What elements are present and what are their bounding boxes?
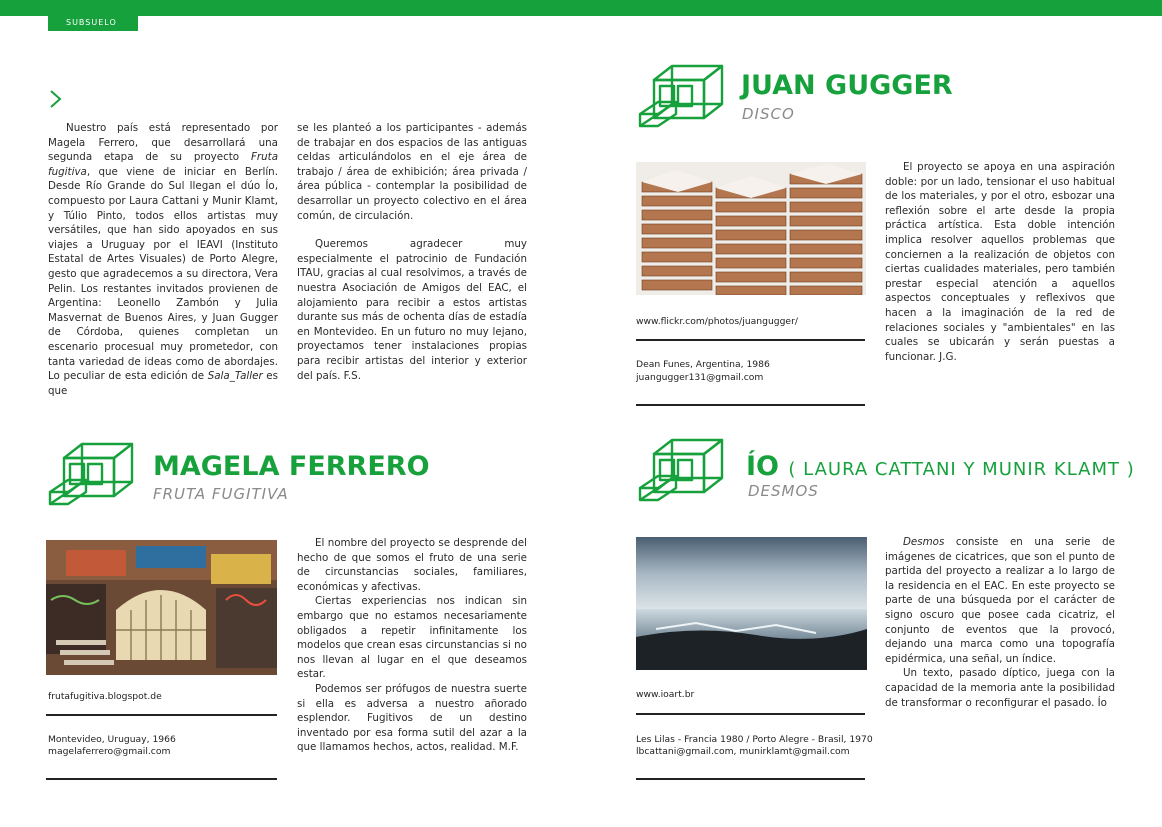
origin-ferrero: Montevideo, Uruguay, 1966	[48, 734, 176, 745]
project-title-gugger: DISCO	[742, 105, 795, 123]
divider-gugger-1	[636, 339, 865, 341]
section-tab: SUBSUELO	[48, 12, 138, 31]
intro-col2-p2: Queremos agradecer muy especialmente el patrocinio de Fundación ITAU, gracias al cual resolvimos, a través de nuestra Asociación de Amigos del EAC, el alojamiento para recibir a estos artistas durante sus más de ochenta días de estadía en Montevideo. En un futuro no muy lejano, proyectamos tener instalaciones propias para recibir artistas del interior y exterior del país. F.S.	[297, 238, 527, 382]
cell-cube-logo-icon	[46, 440, 136, 508]
photo-ferrero-graffiti	[46, 540, 277, 675]
intro-p1b: , que viene de iniciar en Berlín. Desde Río Grande do Sul llegan el dúo Ío, compuesto por Laura Cattani y Munir Klamt, y Túlio Pinto, todos ellos artistas muy versátiles, que han sido apoyados en sus viajes a Uruguay por el IEAVI (Instituto Estatal de Artes Visuales) de Porto Alegre, gesto que agradecemos a su directora, Vera Pelin. Los restantes invitados provienen de Argentina: Leonello Zambón y Julia Masvernat de Buenos Aires, y Juan Gugger de Córdoba, quienes completan un escenario procesual muy prometedor, con tanta variedad de ideas como de abordajes. Lo peculiar de esta edición de	[48, 165, 278, 383]
text-ferrero	[297, 536, 527, 755]
ferrero-p1: El nombre del proyecto se desprende del hecho de que somos el fruto de una serie de circunstancias sociales, familiares, económicas y afectivas.	[297, 537, 527, 593]
email-io[interactable]: lbcattani@gmail.com, munirklamt@gmail.com	[636, 746, 850, 757]
io-name-members: ( LAURA CATTANI Y MUNIR KLAMT )	[788, 459, 1135, 480]
intro-column-1	[48, 121, 278, 398]
text-io	[885, 535, 1115, 710]
origin-gugger: Dean Funes, Argentina, 1986	[636, 359, 770, 370]
io-name: ÍO	[746, 451, 779, 482]
intro-p1a: Nuestro país está representado por Magela Ferrero, que desarrollará una segunda etapa de su proyecto	[48, 122, 278, 164]
project-title-ferrero: FRUTA FUGITIVA	[153, 485, 289, 503]
artist-name-gugger: JUAN GUGGER	[741, 70, 953, 101]
photo-io-seascape	[636, 537, 867, 670]
text-gugger	[885, 160, 1115, 364]
url-gugger[interactable]: www.flickr.com/photos/juangugger/	[636, 316, 798, 327]
top-green-bar	[0, 0, 1162, 16]
divider-io-2	[636, 778, 865, 780]
artist-name-io	[746, 451, 1135, 482]
project-title-io: DESMOS	[748, 482, 819, 500]
io-p1-italic: Desmos	[903, 536, 945, 548]
io-p1: consiste en una serie de imágenes de cicatrices, que son el punto de partida del proyecto a realizar a lo largo de la residencia en el EAC. En este proyecto se parte de una búsqueda por el carácter de signo oscuro que posee cada cicatriz, el conjunto de eventos que la provocó, dejando una marca como una topografía epidérmica, una señal, un índice.	[885, 536, 1115, 665]
io-p2: Un texto, pasado díptico, juega con la capacidad de la memoria ante la posibilidad de transformar o reconfigurar el pasado. Ío	[885, 667, 1115, 709]
divider-gugger-2	[636, 404, 865, 406]
intro-p1-italic2: Sala_Taller	[207, 370, 263, 383]
artist-name-ferrero: MAGELA FERRERO	[153, 451, 430, 482]
intro-column-2	[297, 121, 527, 383]
cell-cube-logo-icon	[636, 62, 726, 130]
origin-io: Les Lilas - Francia 1980 / Porto Alegre - Brasil, 1970	[636, 734, 873, 745]
divider-ferrero-2	[46, 778, 277, 780]
intro-p1c: es que	[48, 370, 278, 397]
email-gugger[interactable]: juangugger131@gmail.com	[636, 372, 764, 383]
cell-cube-logo-icon	[636, 436, 726, 504]
intro-p1-italic: Fruta fugitiva	[48, 151, 278, 178]
url-io[interactable]: www.ioart.br	[636, 689, 695, 700]
divider-io-1	[636, 713, 865, 715]
email-ferrero[interactable]: magelaferrero@gmail.com	[48, 746, 171, 757]
chevron-right-icon	[48, 89, 66, 109]
photo-gugger-boxes	[636, 162, 866, 295]
url-ferrero[interactable]: frutafugitiva.blogspot.de	[48, 691, 162, 702]
ferrero-p3: Podemos ser prófugos de nuestra suerte si ella es adversa a nuestro añorado esplendor. Fugitivos de un destino inventado por esa forma sutil del azar a la que llamamos hechos, actos, realidad. M.F.	[297, 682, 527, 754]
ferrero-p2: Ciertas experiencias nos indican sin embargo que no estamos necesariamente obligados a repetir infinitamente los modelos que crean esas circunstancias si no nos llevan al lugar en el que deseamos estar.	[297, 595, 527, 681]
intro-col2-p1: se les planteó a los participantes - además de trabajar en dos espacios de las antiguas celdas articulándolos en el eje área de trabajo / área de exhibición; área privada / área pública - contemplar la posibilidad de desarrollar un proyecto colectivo en el área común, de circulación.	[297, 122, 527, 222]
divider-ferrero-1	[46, 714, 277, 716]
gugger-paragraph: El proyecto se apoya en una aspiración doble: por un lado, tensionar el uso habitual de los materiales, y por el otro, esbozar una reflexión sobre el arte desde la propia práctica artística. Esta doble intención implica resolver aquellos problemas que conciernen a la realización de objetos con ciertas cualidades materiales, pero también prestar especial atención a aquellos aspectos conceptuales y reflexivos que hacen a la imaginación de la red de relaciones sociales y "ambientales" en las cuales se ubicarán y serán puestas a funcionar. J.G.	[885, 161, 1115, 363]
